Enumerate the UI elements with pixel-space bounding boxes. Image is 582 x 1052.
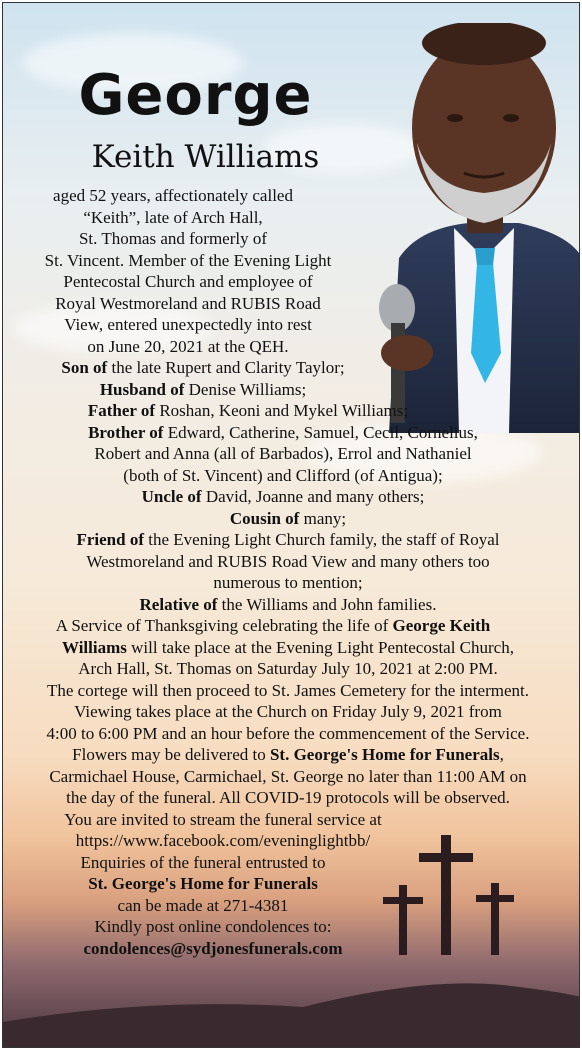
relation-text: the Williams and John families. [217, 594, 437, 614]
intro-line: aged 52 years, affectionately called [53, 186, 293, 205]
flowers-line: Carmichael House, Carmichael, St. George no later than 11:00 AM on [49, 766, 527, 786]
flowers-line: the day of the funeral. All COVID-19 protocols will be observed. [66, 788, 510, 807]
condolences-email[interactable]: condolences@sydjonesfunerals.com [83, 938, 343, 958]
relation-text: Roshan, Keoni and Mykel Williams; [155, 401, 409, 420]
service-line: The cortege will then proceed to St. James Cemetery for the interment. [47, 680, 529, 700]
first-name: George [78, 63, 313, 128]
friend-of-continued: numerous to mention; [213, 573, 363, 592]
intro-line: Royal Westmoreland and RUBIS Road [55, 293, 321, 313]
husband-of-line [3, 379, 403, 401]
intro-line: View, entered unexpectedly into rest [64, 315, 312, 334]
deceased-name-bold: George Keith [392, 616, 491, 635]
uncle-of-line [3, 486, 563, 508]
enquiries-line: Enquiries of the funeral entrusted to [80, 852, 326, 872]
brother-of-line [3, 422, 563, 444]
relation-label: Brother of [88, 422, 164, 442]
stream-line: You are invited to stream the funeral service at [64, 809, 382, 829]
relation-text: Edward, Catherine, Samuel, Cecil, Cornelius, [163, 422, 478, 442]
relative-of-line [3, 594, 573, 616]
deceased-name-bold: Williams [62, 637, 127, 657]
friend-of-continued: Westmoreland and RUBIS Road View and many others too [86, 551, 490, 571]
viewing-line: 4:00 to 6:00 PM and an hour before the commencement of the Service. [46, 723, 530, 743]
service-text: will take place at the Evening Light Pentecostal Church, [126, 637, 514, 657]
phone-line: can be made at 271-4381 [117, 895, 289, 915]
flowers-text: , [499, 745, 504, 764]
father-of-line [3, 400, 493, 422]
flowers-text: Flowers may be delivered to [72, 745, 270, 764]
service-text: A Service of Thanksgiving celebrating the life of [55, 616, 393, 635]
relation-label: Son of [61, 358, 108, 377]
middle-last-name: Keith Williams [91, 139, 320, 175]
intro-line: on June 20, 2021 at the QEH. [87, 336, 289, 356]
relation-text: Denise Williams; [184, 379, 307, 399]
son-of-line [3, 357, 403, 379]
flowers-line [3, 744, 573, 766]
relation-text: David, Joanne and many others; [201, 487, 425, 506]
intro-line: St. Thomas and formerly of [78, 229, 268, 248]
obituary-text [3, 185, 580, 959]
intro-line: “Keith”, late of Arch Hall, [83, 207, 263, 227]
stream-url[interactable]: https://www.facebook.com/eveninglightbb/ [75, 831, 371, 850]
service-line: Arch Hall, St. Thomas on Saturday July 10, 2021 at 2:00 PM. [78, 659, 498, 678]
intro-line: Pentecostal Church and employee of [63, 272, 313, 291]
relation-text: the Evening Light Church family, the staff of Royal [144, 530, 500, 549]
cousin-of-line [3, 508, 573, 530]
relation-label: Father of [87, 401, 156, 420]
viewing-line: Viewing takes place at the Church on Friday July 9, 2021 from [74, 702, 502, 721]
relation-label: Friend of [76, 530, 144, 549]
condolences-line: Kindly post online condolences to: [94, 917, 332, 936]
service-line [3, 637, 573, 659]
funeral-home-name: St. George's Home for Funerals [88, 874, 318, 893]
relation-label: Uncle of [141, 487, 202, 506]
relation-label: Cousin of [229, 508, 300, 528]
service-line [3, 615, 543, 637]
relation-text: the late Rupert and Clarity Taylor; [107, 358, 345, 377]
relation-label: Husband of [99, 379, 185, 399]
obituary-card [2, 2, 580, 1048]
relation-label: Relative of [139, 594, 218, 614]
intro-line: St. Vincent. Member of the Evening Light [44, 250, 332, 270]
funeral-home-bold: St. George's Home for Funerals [269, 745, 500, 764]
friend-of-line [3, 529, 573, 551]
brother-of-continued: (both of St. Vincent) and Clifford (of Antigua); [123, 465, 443, 485]
relation-text: many; [299, 508, 347, 528]
brother-of-continued: Robert and Anna (all of Barbados), Errol and Nathaniel [94, 444, 472, 463]
